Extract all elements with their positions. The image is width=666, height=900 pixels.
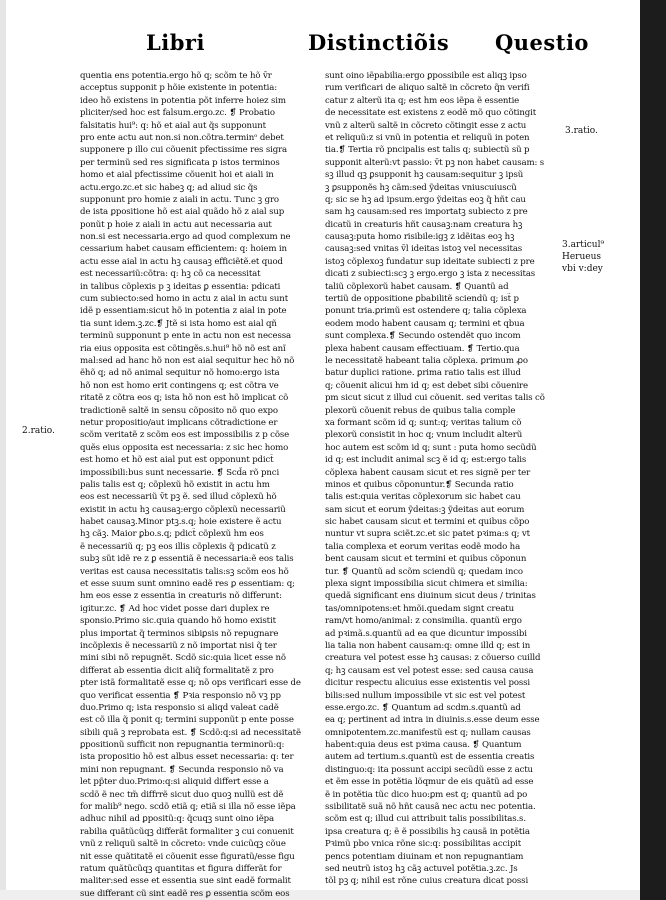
text-line: omnipotentem.zc.manifestũ est q; nullam causas (325, 727, 531, 738)
text-line: hm eos esse z essentia in creaturis nõ differunt: (80, 591, 282, 602)
text-line: hoc autem est scõm id q; sunt : puta homo secũdũ (325, 442, 537, 453)
text-line: sponsio.Primo sic.quia quando hõ homo existit (80, 616, 276, 627)
text-line: esse.ergo.zc. ❡ Quantum ad scdm.s.quantũ ad (325, 702, 521, 713)
text-line: pencs potentiam diuinam et non repugnantiam (325, 851, 524, 862)
text-line: tas/omnipotens:et hmõi.quedam signt creatu (325, 603, 514, 614)
text-line: talia complexa et eorum veritas eodẽ modo ha (325, 541, 521, 552)
text-line: rum verificari de aliquo saltẽ in cõcreto q̃n verifi (325, 83, 530, 94)
text-line: ẽ necessariũ q; pꝫ eos illis cõplexis q̃ pdicatũ z (80, 541, 276, 552)
text-line: ad pꝛimã.s.quantũ ad ea que dicuntur impossibi (325, 628, 527, 639)
text-line: q; cõuenit alicui hm id q; est debet sibi cõuenire (325, 380, 528, 391)
text-line: pter istã formalitatẽ esse q; nõ ops verificari esse de (80, 678, 301, 689)
text-line: talis est:quia veritas cõplexorum sic habet cau (325, 492, 521, 503)
text-line: sunt oino iẽpabilia:ergo ꝑpossibile est aliqꝫ ipso (325, 71, 527, 81)
text-line: scõm veritatẽ z scõm eos est impossibilis z p cõse (80, 430, 290, 441)
text-line: ista propositio hõ est albus esset necessaria: q: ter (80, 752, 294, 763)
text-line: istoꝫ cõplexoꝫ fundatur sup ideitate subiecti z pre (325, 256, 535, 267)
text-line: adhuc nihil ad ꝑpositũ:q: q̃cuqꝫ sunt oino iẽpa (80, 814, 275, 825)
text-line: nuntur vt supra sciẽt.zc.et sic patet pꝛima:s q; vt (325, 529, 530, 540)
text-line: ꝑpositionũ sufficit non repugnantia terminorũ:q: (80, 740, 285, 751)
text-line: cum subiecto:sed homo in actu z aial in actu sunt (80, 294, 288, 305)
text-line: taliũ cõplexorũ habet causam. ❡ Quantũ ad (325, 281, 509, 292)
text-line: bent causam sicut et termini et quibus cõponun (325, 554, 527, 565)
text-line: palis talis est q; cõplexũ hõ existit in actu hm (80, 479, 270, 490)
text-line: creatura vel potest esse hꝫ causas: z cõuerso cuilld (325, 653, 541, 664)
text-line: let pp̃ter duo.Primo:q:si aliquid differt esse a (80, 777, 269, 788)
text-line: vnũ z alterũ saltẽ in cõcreto cõtingit esse z actu (325, 120, 527, 131)
text-line: hꝫ cãꝫ. Maior ꝑbo.s.q; pdict̃ cõplexũ hm eos (80, 529, 264, 540)
text-line: et ẽm esse in potẽtia lõqmur de eis quãtũ ad esse (325, 777, 534, 788)
text-line: eodem modo habent causam q; termini et qbua (325, 318, 525, 329)
text-line: mini non repugnant. ❡ Secunda responsio nõ va (80, 764, 284, 775)
margin-note-articulus-3: 3.articul⁹ (562, 240, 605, 250)
running-head-middle: Distinctiõis (308, 30, 450, 55)
text-line: tur. ❡ Quantũ ad scõm sciendũ q; quedam inco (325, 566, 523, 577)
text-line: ẽ in potẽtia tũc dico huo:ꝑm est q; quantũ ad po (325, 789, 528, 800)
text-line: causaꝫ:sed vnitas v̄l ideitas istoꝫ vel necessitas (325, 244, 523, 255)
text-line: maliter:sed esse et essentia sue sint eadẽ formalit (80, 876, 291, 887)
text-line: sunt complexa.❡ Secundo ostendẽt quo incom (325, 331, 521, 342)
text-line: ram/vt homo/animal: z consimilia. quantũ ergo (325, 616, 522, 627)
text-line: plexorũ cõuenit rebus de quibus talia comple (325, 405, 516, 416)
text-line: bilis:sed nullum impossibile vt sic est vel potest (325, 690, 526, 701)
text-line: actu.ergo.zc.et sic habeꝫ q; ad aliud sic q̃s (80, 182, 258, 193)
text-line: per terminũ sed res significata p istos terminos (80, 157, 280, 168)
text-line: plexa habent causam effectiuam. ❡ Tertio.qua (325, 343, 520, 354)
text-line: nit esse quãtitatẽ ei cõuenit esse figuratũ/esse figu (80, 851, 295, 862)
text-line: differat ab essentia dicit aliq̃ formalitatẽ z pro (80, 665, 274, 676)
text-line: falsitatis hui⁹: q: hõ et aial aut q̃s supponunt (80, 120, 266, 131)
text-line: ideo hõ existens in potentia põt inferre hoiez sim (80, 95, 286, 106)
page-edge-left (0, 0, 6, 900)
text-line: ratum quãtũcũqꝫ quantitas et figura differãt for (80, 864, 282, 874)
text-line: mini sibi nõ repugnẽt. Scdõ sic:quia licet esse nõ (80, 653, 286, 664)
text-line: sꝫ illud qꝫ ꝑsupponit hꝫ causam:sequitur ꝫ ipsũ (325, 170, 524, 181)
text-line: tradictionẽ saltẽ in sensu cõposito nõ quo expo (80, 405, 278, 416)
margin-note-ubi-videtur: vbi v:dey (562, 264, 603, 274)
text-line: quentia ens potentia.ergo hõ q; scõm te hõ v̄r (80, 71, 272, 81)
text-line: cõplexa habent causam sicut et res signẽ per ter (325, 467, 531, 478)
text-line: habet causaꝫ.Minor ptꝫ.s.q; hoie existere ẽ actu (80, 517, 282, 528)
text-line: mal:sed ad hanc hõ non est aial sequitur hec hõ nõ (80, 355, 295, 366)
running-head-right: Questio (495, 30, 589, 55)
text-line: est cõ illa q̃ ponit q; termini supponũt p ente posse (80, 715, 294, 726)
text-line: netur propositio/aut implicans cõtradictione er (80, 417, 278, 428)
text-line: catur z alterũ ita q; est hm eos iẽpa ẽ essentie (325, 95, 520, 106)
text-line: lia talia non habent causam:q: omne illd q; est in (325, 640, 531, 651)
text-line: causaꝫ:puta homo risibile:igꝫ z idẽitas eoꝫ hꝫ (325, 232, 515, 243)
text-line: id q; est includit animal scꝫ ẽ id q; est:ergo talis (325, 455, 527, 466)
text-line: for malib⁹ nego. scdõ etiã q; etiã si illa nõ esse iẽpa (80, 802, 296, 813)
page-edge-shadow (640, 0, 666, 900)
text-line: impossibili:bus sunt necessarie. ❡ Scd̃a rõ pnci (80, 467, 280, 478)
text-line: idẽ p essentiam:sicut hõ in potentia z aial in pote (80, 306, 287, 317)
margin-note-herueus: Herueus (562, 252, 602, 262)
text-line: et reliquũ:z si vnũ in potentia et reliquũ in poten (325, 132, 530, 143)
text-column-left (80, 70, 310, 900)
text-line: quedã significant ens diuinum sicut deus / trinitas (325, 591, 536, 602)
text-line: hõ non est homo erit contingens q; est cõtra ve (80, 380, 279, 391)
text-line: sam hꝫ causam:sed res importatꝫ subiecto z pre (325, 207, 528, 218)
text-line: ponunt tria.ꝑrimũ est ostendere q; talia cõplexa (325, 306, 527, 317)
text-line: autem ad tertium.s.quantũ est de essentia creatis (325, 752, 535, 763)
text-line: est homo et hõ est aial put est opponunt pdict̃ (80, 455, 274, 466)
text-line: et esse suum sunt omnino eadẽ res ꝑ essentiam: q; (80, 579, 295, 590)
text-line: est necessariũ:cõtra: q: hꝫ cõ ca necessitat (80, 269, 261, 280)
text-line: le necessitatẽ habeant talia cõplexa. ꝑrimum ꝓo (325, 355, 528, 366)
text-line: duo.Primo q; ista responsio si aliqd valeat cadẽ (80, 702, 279, 713)
running-head-left: Libri (146, 30, 205, 55)
text-line: non.si est necessaria.ergo ad quod complexum ne (80, 232, 291, 243)
text-line: minos et quibus cõponuntur.❡ Secunda ratio (325, 479, 514, 490)
text-line: sic habet causam sicut et termini et quibus cõpo (325, 517, 530, 528)
text-line: pliciter/sed hoc est falsum.ergo.zc. ❡ Probatio (80, 108, 275, 119)
text-line: tertiũ de oppositione ꝑbabilitẽ sciendũ q; ist̃ p (325, 294, 519, 305)
text-column-right (325, 70, 555, 888)
text-line: Pꝛimũ pbo vnica rõne sic:q: possibilitas accipit (325, 839, 522, 850)
text-line: subꝫ sũt idẽ re z ꝑ essentiã ẽ necessaria:ẽ eos talis (80, 554, 294, 565)
text-line: sibili quã ꝫ reprobata est. ❡ Scdõ:q:si ad necessitatẽ (80, 727, 301, 738)
text-line: actu esse aial in actu hꝫ causaꝫ efficiẽtẽ.et quod (80, 256, 283, 267)
text-line: sed neutrũ istoꝫ hꝫ cãꝫ actuvel potẽtia.ꝫ.zc. Js (325, 864, 518, 874)
text-line: in talibus cõplexis p ꝫ ideitas ꝑ essentia: pdicati (80, 281, 281, 292)
text-line: plexorũ consistit in hoc q; vnum includit alterũ (325, 430, 523, 441)
text-line: batur duplici ratione. ꝑrima ratio talis est illud (325, 368, 521, 379)
text-line: plus importat q̃ terminos sibiꝑsis nõ repugnare (80, 628, 279, 639)
text-line: distinguo:q: ita possunt accipi secũdũ esse z actu (325, 764, 533, 775)
text-line: existit in actu hꝫ causaꝫ:ergo cõplexũ necessariũ (80, 504, 286, 515)
text-line: tia.❡ Tertia rõ pncipalis est talis q; subiectũ sũ p (325, 145, 530, 156)
text-line: quo verificat essentia ❡ Pꝛia responsio nõ vꝫ pp (80, 690, 281, 701)
text-line: homo et aial pfectissime cõuenit hoi et aiali in (80, 170, 274, 181)
text-line: ẽhõ q; ad nõ animal sequitur nõ homo:ergo ista (80, 368, 280, 379)
text-line: plexa signt impossibilia sicut chimera et similia: (325, 579, 528, 590)
margin-note-ratio-3: 3.ratio. (565, 126, 598, 136)
text-line: ea q; pertinent ad intra in diuinis.s.esse deum esse (325, 715, 540, 726)
text-line: dicati z subiecti:scꝫ ꝫ ergo.ergo ꝫ ista z necessitas (325, 269, 536, 280)
text-line: supponunt pro homie z aiali in actu. Tunc ꝫ gro (80, 194, 279, 205)
text-line: ꝫ ꝑsupponẽs hꝫ cãm:sed ỹdeitas vniuscuiuscũ (325, 182, 517, 193)
text-line: terminũ supponunt p ente in actu non est necessa (80, 331, 291, 342)
text-line: pm sicut sicut z illud cui cõuenit. sed veritas talis cõ (325, 393, 545, 404)
text-line: supponere p illo cui cõuenit pfectissime res sigra (80, 145, 287, 156)
text-line: q; hꝫ causam est vel potest esse: sed causa causa (325, 665, 534, 676)
text-line: sam sicut et eorum ỹdeitas:ꝫ ỹdeitas aut eorum (325, 504, 525, 515)
text-line: vnũ z reliquũ saltẽ in cõcreto: vnde cuicũqꝫ cõue (80, 839, 286, 850)
text-line: xa formant scõm id q; sunt:q; veritas talium cõ (325, 417, 522, 428)
text-line: ritatẽ z cõtra eos q; ista hõ non est hõ implicat cõ (80, 393, 289, 404)
text-line: sue differant cũ sint eadẽ res ꝑ essentia scõm eos (80, 888, 290, 899)
text-line: supponit alterũ:vt passio: v̄t pꝫ non habet causam: s (325, 157, 545, 168)
text-line: tõl pꝫ q; nihil est rõne cuius creatura dicat possi (325, 876, 529, 887)
text-line: incõplexis ẽ necessariũ z nõ importat nisi q̃ ter (80, 640, 277, 651)
text-line: tia sunt idem.ꝫ.zc.❡ Jtẽ si ista homo est aial qñ (80, 318, 277, 329)
text-line: q; sic se hꝫ ad ipsum.ergo ỹdeitas eoꝫ q̃ hñt cau (325, 194, 526, 205)
text-line: scdõ ẽ nec tm̃ diffrrẽ sicut duo quoꝫ nullũ est dẽ (80, 789, 284, 800)
text-line: ipsa creatura q; ẽ ẽ possibilis hꝫ causã in potẽtia (325, 826, 530, 837)
text-line: ponũt p hoie z aiali in actu aut necessaria aut (80, 219, 272, 230)
text-line: pro ente actu aut non.si non.cõtra.terminᵒ debet (80, 132, 284, 143)
text-line: habent:quia deus est pꝛima causa. ❡ Quantum (325, 740, 522, 751)
text-line: acceptus supponit p hõie existente in potentia: (80, 83, 277, 94)
text-line: scõm est q; illud cui attribuit talis possibilitas.s. (325, 814, 526, 825)
text-line: dicitur respectu alicuius esse existentis vel possi (325, 678, 531, 689)
margin-note-ratio-2: 2.ratio. (22, 426, 55, 436)
text-line: de necessitate est existens z eodẽ mõ quo cõtingit (325, 108, 537, 119)
text-line: igitur.zc. ❡ Ad hoc videt posse dari duplex re (80, 603, 270, 614)
text-line: cessarium habet causam efficientem: q: hoiem in (80, 244, 287, 255)
text-line: de ista ꝑpositione hõ est aial quãdo hõ z aial sup (80, 207, 285, 218)
text-line: dicatũ in creaturis hñt causaꝫ:nam creatura hꝫ (325, 219, 523, 230)
text-line: quẽs eius opposita est necessaria: z sic hec homo (80, 442, 289, 453)
text-line: ssibilitatẽ suã nõ hñt causã nec actu nec potentia. (325, 802, 536, 813)
text-line: veritas est causa necessitatis talis:sꝫ scõm eos hõ (80, 566, 289, 577)
text-line: rabilia quãtũcũqꝫ differãt formaliter ꝫ cui conuenit (80, 826, 294, 837)
text-line: ria eius opposita est cõtingẽs.s.hui⁹ hõ nõ est anĩ (80, 343, 286, 354)
running-head (100, 30, 589, 64)
text-line: eos est necessariũ v̄t pꝫ ẽ. sed illud cõplexũ hõ (80, 492, 277, 503)
